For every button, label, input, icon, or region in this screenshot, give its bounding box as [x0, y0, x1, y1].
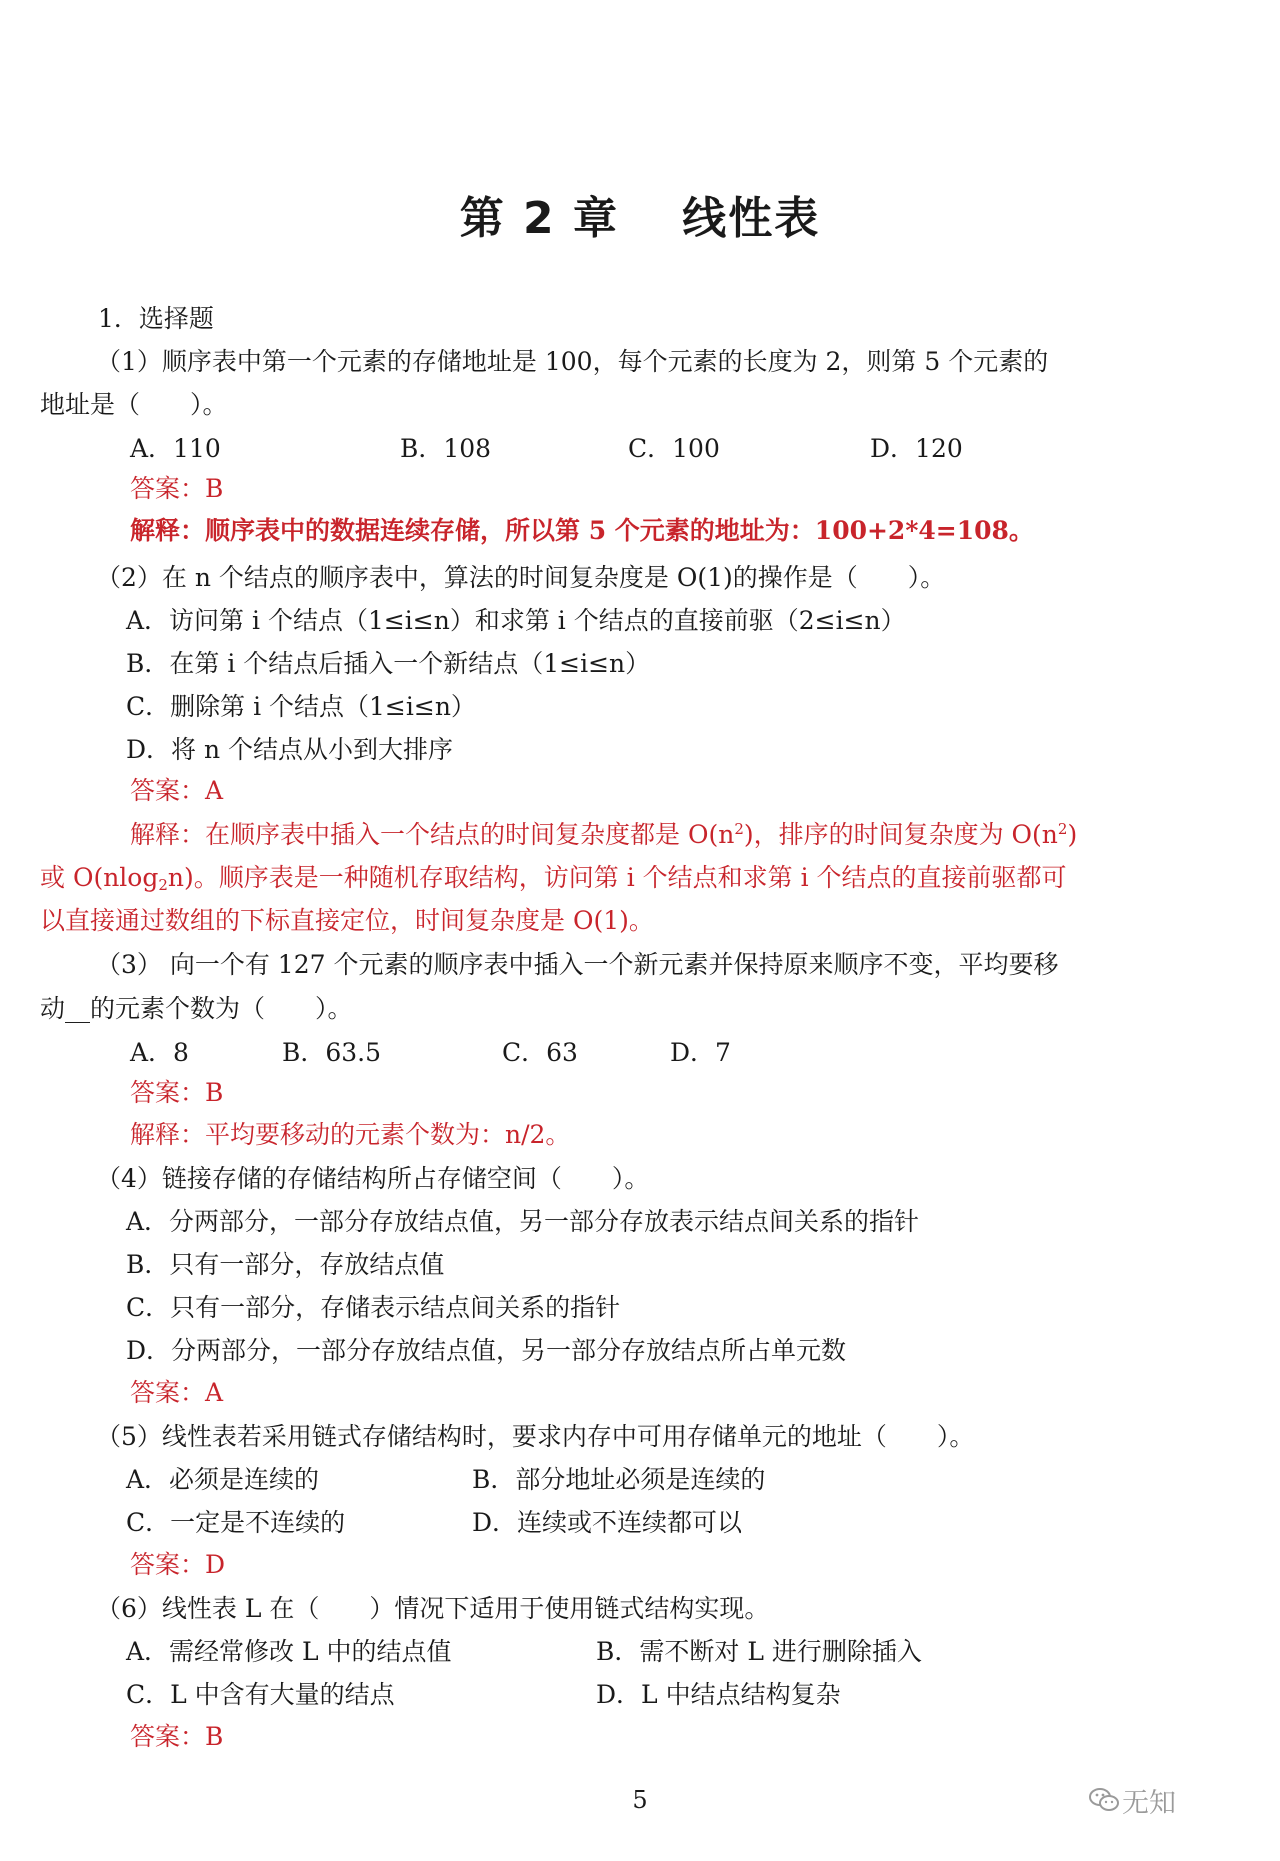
q5-option-a: A．必须是连续的	[126, 1465, 320, 1494]
q3-option-b: B．63.5	[282, 1038, 382, 1067]
q5-answer: 答案：D	[130, 1550, 226, 1579]
watermark-text: 无知	[1122, 1788, 1176, 1819]
section-heading: 1．选择题	[98, 304, 214, 333]
q2-explain-2a: 或 O(nlog	[40, 863, 159, 892]
q6-stem: （6）线性表 L 在（ ）情况下适用于使用链式结构实现。	[96, 1594, 770, 1623]
q2-explanation-line3: 以直接通过数组的下标直接定位，时间复杂度是 O(1)。	[40, 906, 654, 935]
q5-stem: （5）线性表若采用链式存储结构时，要求内存中可用存储单元的地址（ ）。	[96, 1422, 975, 1451]
q2-answer: 答案：A	[130, 776, 224, 805]
q2-option-b: B．在第 i 个结点后插入一个新结点（1≤i≤n）	[126, 649, 651, 678]
q1-option-b: B．108	[400, 434, 492, 463]
q5-option-d: D．连续或不连续都可以	[472, 1508, 743, 1537]
q6-option-a: A．需经常修改 L 中的结点值	[126, 1637, 452, 1666]
q6-option-c: C．L 中含有大量的结点	[126, 1680, 395, 1709]
q3-option-d: D．7	[670, 1038, 731, 1067]
q1-stem-line2: 地址是（ ）。	[40, 390, 228, 419]
q1-option-c: C．100	[628, 434, 720, 463]
q1-explanation: 解释：顺序表中的数据连续存储，所以第 5 个元素的地址为：100+2*4=108。	[130, 516, 1034, 545]
q3-explanation: 解释：平均要移动的元素个数为：n/2。	[130, 1120, 571, 1149]
q3-answer: 答案：B	[130, 1078, 224, 1107]
q4-answer: 答案：A	[130, 1378, 224, 1407]
q2-explanation-line2	[40, 861, 1067, 895]
q2-stem: （2）在 n 个结点的顺序表中，算法的时间复杂度是 O(1)的操作是（ ）。	[96, 563, 946, 592]
q4-option-b: B．只有一部分，存放结点值	[126, 1250, 445, 1279]
q5-option-c: C．一定是不连续的	[126, 1508, 346, 1537]
q2-explain-2b: n)。顺序表是一种随机存取结构，访问第 i 个结点和求第 i 个结点的直接前驱都可	[167, 863, 1067, 892]
q1-option-d: D．120	[870, 434, 963, 463]
wechat-icon	[1088, 1784, 1120, 1816]
q2-explain-1a: 解释：在顺序表中插入一个结点的时间复杂度都是 O(n	[130, 820, 735, 849]
q3-stem-line2: 动__的元素个数为（ ）。	[40, 994, 353, 1023]
q4-option-c: C．只有一部分，存储表示结点间关系的指针	[126, 1293, 621, 1322]
q3-stem-line1: （3） 向一个有 127 个元素的顺序表中插入一个新元素并保持原来顺序不变，平均要移	[96, 950, 1059, 979]
q2-explain-1b: )，排序的时间复杂度为 O(n	[743, 820, 1058, 849]
chapter-title: 第 2 章 线性表	[459, 193, 821, 244]
q2-explain-sup1: 2	[734, 820, 744, 838]
q6-option-b: B．需不断对 L 进行删除插入	[596, 1637, 922, 1666]
q1-stem-line1: （1）顺序表中第一个元素的存储地址是 100，每个元素的长度为 2，则第 5 个元素的	[96, 347, 1049, 376]
q6-answer: 答案：B	[130, 1722, 224, 1751]
q3-option-c: C．63	[502, 1038, 578, 1067]
q2-option-a: A．访问第 i 个结点（1≤i≤n）和求第 i 个结点的直接前驱（2≤i≤n）	[126, 606, 906, 635]
q3-option-a: A．8	[130, 1038, 189, 1067]
q2-explanation-line1	[130, 818, 1077, 852]
q2-explain-1c: )	[1067, 820, 1078, 849]
q2-option-d: D．将 n 个结点从小到大排序	[126, 735, 454, 764]
q2-explain-sub: 2	[158, 876, 168, 894]
q6-option-d: D．L 中结点结构复杂	[596, 1680, 841, 1709]
q1-option-a: A．110	[130, 434, 221, 463]
q4-option-a: A．分两部分，一部分存放结点值，另一部分存放表示结点间关系的指针	[126, 1207, 920, 1236]
q2-explain-sup2: 2	[1057, 820, 1068, 838]
page-number: 5	[632, 1786, 648, 1814]
q2-option-c: C．删除第 i 个结点（1≤i≤n）	[126, 692, 476, 721]
q4-stem: （4）链接存储的存储结构所占存储空间（ ）。	[96, 1164, 650, 1193]
q5-option-b: B．部分地址必须是连续的	[472, 1465, 766, 1494]
q4-option-d: D．分两部分，一部分存放结点值，另一部分存放结点所占单元数	[126, 1336, 847, 1365]
q1-answer: 答案：B	[130, 474, 224, 503]
